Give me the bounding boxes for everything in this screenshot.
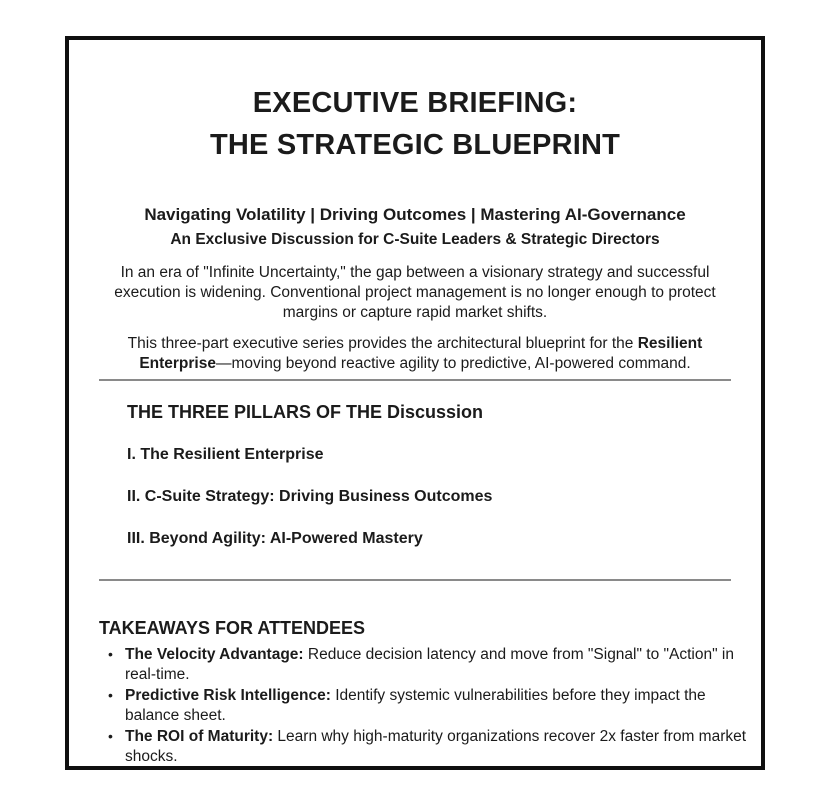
intro-paragraph-2 bbox=[99, 334, 731, 374]
intro-paragraph-2-prefix: This three-part executive series provides the architectural blueprint for the bbox=[127, 335, 638, 353]
intro-paragraph-2-suffix: —moving beyond reactive agility to predictive, AI-powered command. bbox=[215, 355, 691, 373]
takeaway-lead: The ROI of Maturity: bbox=[125, 728, 274, 746]
section-divider-bottom bbox=[99, 579, 731, 581]
bullet-icon: • bbox=[108, 728, 113, 745]
bullet-icon: • bbox=[108, 646, 113, 663]
tagline: Navigating Volatility | Driving Outcomes | Mastering AI-Governance bbox=[144, 205, 686, 225]
takeaway-lead: Predictive Risk Intelligence: bbox=[125, 687, 331, 705]
pillar-item-1: I. The Resilient Enterprise bbox=[127, 446, 324, 464]
takeaway-text: Learn why high-maturity organizations recover 2x faster from market shocks. bbox=[125, 728, 747, 766]
takeaway-lead: The Velocity Advantage: bbox=[125, 646, 304, 664]
intro-paragraph-1: In an era of "Infinite Uncertainty," the gap between a visionary strategy and successful execution is widening. Conventional project management is no longer enough to protect margins or capture rapid market shifts. bbox=[114, 264, 716, 322]
pillar-item-2: II. C-Suite Strategy: Driving Business Outcomes bbox=[127, 488, 493, 506]
takeaway-item bbox=[108, 686, 747, 726]
document-title bbox=[99, 82, 731, 166]
audience-line: An Exclusive Discussion for C-Suite Leaders & Strategic Directors bbox=[170, 231, 660, 249]
takeaway-item bbox=[108, 645, 747, 685]
takeaway-text: Reduce decision latency and move from "Signal" to "Action" in real-time. bbox=[125, 646, 734, 684]
takeaways-heading: TAKEAWAYS FOR ATTENDEES bbox=[99, 618, 366, 639]
takeaway-item bbox=[108, 727, 747, 767]
document-frame bbox=[65, 36, 765, 770]
section-divider-top bbox=[99, 379, 731, 381]
pillars-heading: THE THREE PILLARS OF THE Discussion bbox=[127, 402, 484, 423]
bullet-icon: • bbox=[108, 687, 113, 704]
pillar-item-3: III. Beyond Agility: AI-Powered Mastery bbox=[127, 530, 423, 548]
title-line-2: THE STRATEGIC BLUEPRINT bbox=[209, 129, 621, 162]
takeaways-list bbox=[99, 645, 747, 767]
takeaways-section bbox=[99, 617, 747, 767]
takeaway-text: Identify systemic vulnerabilities before they impact the balance sheet. bbox=[125, 687, 706, 725]
title-line-1: EXECUTIVE BRIEFING: bbox=[252, 87, 578, 119]
pillars-section bbox=[99, 401, 731, 549]
resilient-enterprise-bold-phrase: Resilient Enterprise bbox=[139, 335, 703, 373]
